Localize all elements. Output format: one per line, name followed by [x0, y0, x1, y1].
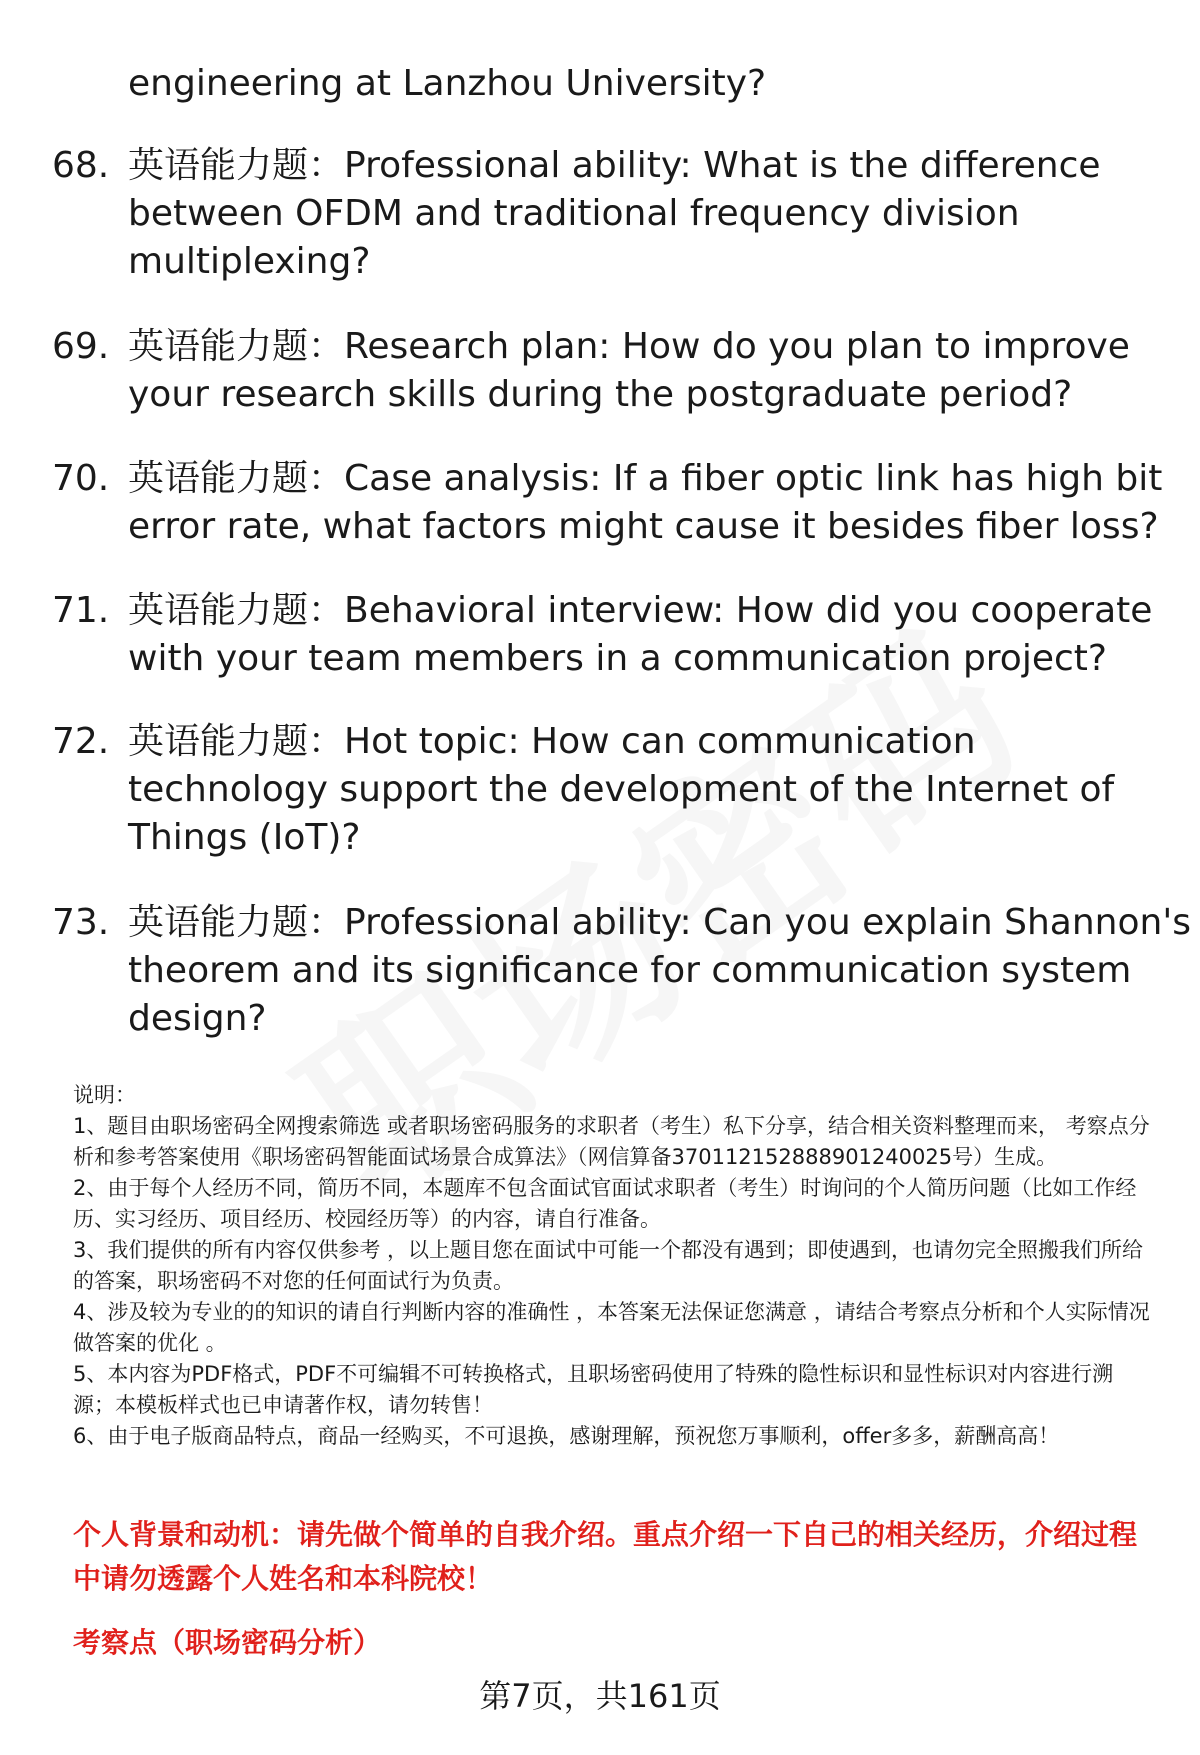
question-line: 英语能力题：Hot topic: How can communication [128, 721, 976, 762]
question-number: 68. [52, 145, 110, 186]
disclaimer-notes [73, 1080, 1153, 1452]
question-line: 英语能力题：Case analysis: If a fiber optic link has high bit [128, 458, 1163, 499]
highlighted-question: 个人背景和动机：请先做个简单的自我介绍。重点介绍一下自己的相关经历，介绍过程中请勿透露个人姓名和本科院校！ [73, 1518, 1138, 1595]
question-line: error rate, what factors might cause it besides fiber loss? [128, 506, 1159, 547]
question-line: multiplexing? [128, 241, 371, 282]
note-item: 3、我们提供的所有内容仅供参考 ，以上题目您在面试中可能一个都没有遇到；即使遇到，也请勿完全照搬我们所给的答案，职场密码不对您的任何面试行为负责。 [73, 1238, 1144, 1293]
note-item: 4、涉及较为专业的的知识的请自行判断内容的准确性 ，本答案无法保证您满意 ，请结合考察点分析和个人实际情况做答案的优化 。 [73, 1300, 1150, 1355]
question-number: 73. [52, 902, 110, 943]
note-item: 5、本内容为PDF格式，PDF不可编辑不可转换格式，且职场密码使用了特殊的隐性标识和显性标识对内容进行溯源；本模板样式也已申请著作权，请勿转售！ [73, 1362, 1114, 1417]
question-line: 英语能力题：Behavioral interview: How did you cooperate [128, 590, 1153, 631]
page-number: 第7页，共161页 [479, 1677, 721, 1715]
question-line: 英语能力题：Research plan: How do you plan to improve [128, 326, 1130, 367]
question-line: between OFDM and traditional frequency division [128, 193, 1020, 234]
question-number: 71. [52, 590, 110, 631]
question-continuation: engineering at Lanzhou University? [128, 63, 767, 104]
question-line: technology support the development of the Internet of [128, 769, 1115, 810]
question-line: theorem and its significance for communication system [128, 950, 1132, 991]
analysis-heading: 考察点（职场密码分析） [73, 1626, 382, 1659]
question-line: 英语能力题：Professional ability: Can you explain Shannon's [128, 902, 1191, 943]
note-item: 1、题目由职场密码全网搜索筛选 或者职场密码服务的求职者（考生）私下分享，结合相关资料整理而来， 考察点分析和参考答案使用《职场密码智能面试场景合成算法》（网信算备370112152888901240025号）生成。 [73, 1114, 1150, 1169]
question-number: 70. [52, 458, 110, 499]
question-line: design? [128, 998, 267, 1039]
question-number: 69. [52, 326, 110, 367]
note-item: 2、由于每个人经历不同，简历不同，本题库不包含面试官面试求职者（考生）时询问的个人简历问题（比如工作经历、实习经历、项目经历、校园经历等）的内容，请自行准备。 [73, 1176, 1137, 1231]
note-item: 6、由于电子版商品特点，商品一经购买，不可退换，感谢理解，预祝您万事顺利，offer多多，薪酬高高！ [73, 1424, 1060, 1448]
question-number: 72. [52, 721, 110, 762]
question-line: with your team members in a communication project? [128, 638, 1107, 679]
notes-heading: 说明： [73, 1083, 136, 1107]
question-line: Things (IoT)? [128, 817, 361, 858]
question-line: 英语能力题：Professional ability: What is the difference [128, 145, 1101, 186]
question-line: your research skills during the postgraduate period? [128, 374, 1073, 415]
